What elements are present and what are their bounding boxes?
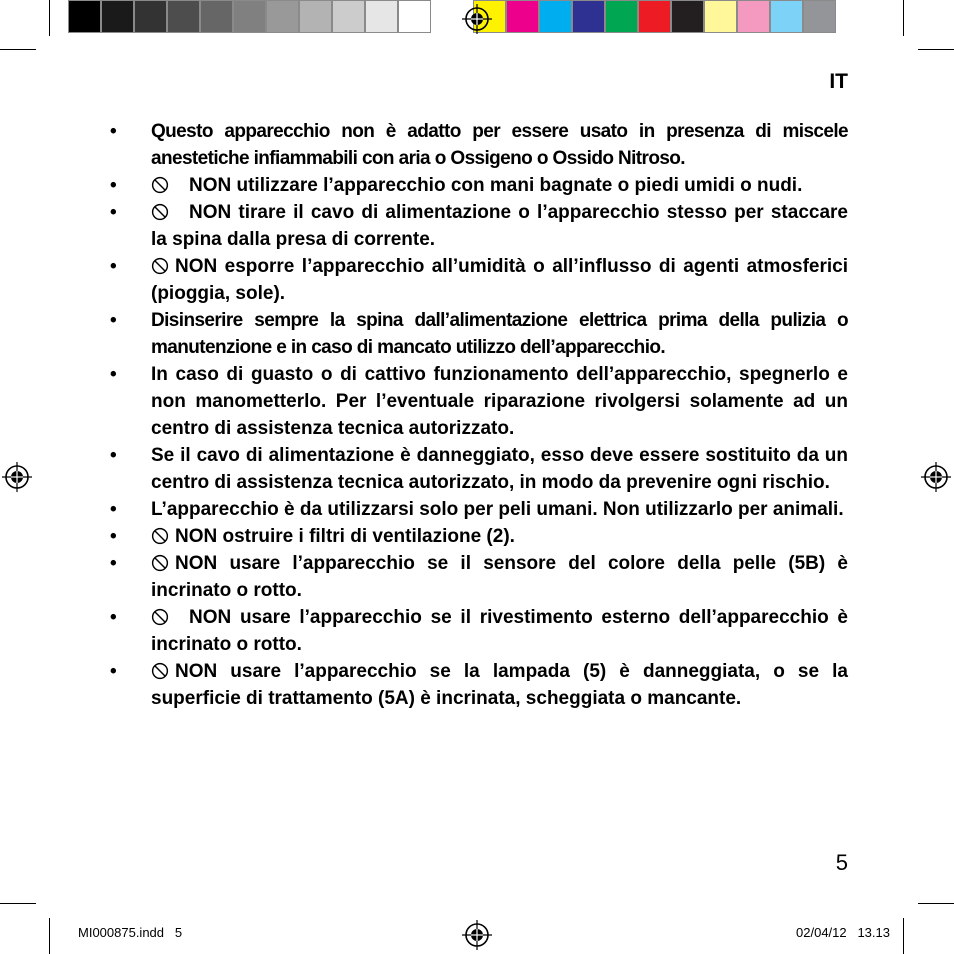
gray-swatch <box>167 0 200 33</box>
gray-swatch <box>299 0 332 33</box>
registration-mark-icon <box>2 462 32 492</box>
gray-swatch <box>266 0 299 33</box>
crop-mark <box>49 0 50 36</box>
warning-item <box>104 550 848 604</box>
warning-item <box>104 253 848 307</box>
prohibited-icon <box>151 176 169 194</box>
crop-mark <box>0 903 36 904</box>
crop-mark <box>49 918 50 954</box>
crop-mark <box>0 49 36 50</box>
warning-text: NON usare l’apparecchio se il rivestimento esterno dell’apparecchio è incrinato o rotto. <box>151 607 848 655</box>
prohibited-icon <box>151 527 169 545</box>
warning-text: NON esporre l’apparecchio all’umidità o all’influsso di agenti atmosferici (pioggia, sole). <box>151 256 848 304</box>
color-calibration-bar <box>68 0 836 36</box>
gray-swatch <box>134 0 167 33</box>
gray-swatch <box>398 0 431 33</box>
warning-item <box>104 523 848 550</box>
warning-text: In caso di guasto o di cattivo funzionamento dell’apparecchio, spegnerlo e non manometterlo. Per l’eventuale riparazione rivolgersi solamente ad un centro di assistenza tecnica autorizzato. <box>151 364 848 439</box>
slug-date-time: 02/04/12 13.13 <box>796 925 890 940</box>
gray-swatch <box>200 0 233 33</box>
bullet-marker: • <box>110 553 117 574</box>
color-swatch <box>638 0 671 33</box>
color-swatches <box>473 0 836 36</box>
registration-mark-icon <box>921 462 951 492</box>
gray-swatch <box>101 0 134 33</box>
gray-swatch <box>365 0 398 33</box>
bullet-marker: • <box>110 364 117 385</box>
color-swatch <box>770 0 803 33</box>
warning-text: NON usare l’apparecchio se la lampada (5) è danneggiata, o se la superficie di trattamento (5A) è incrinata, scheggiata o mancante. <box>151 661 848 709</box>
color-swatch <box>572 0 605 33</box>
color-swatch <box>605 0 638 33</box>
warning-text: Questo apparecchio non è adatto per essere usato in presenza di miscele anestetiche infiammabili con aria o Ossigeno o Ossido Nitroso. <box>151 121 848 169</box>
registration-mark-icon <box>462 920 492 950</box>
page-number: 5 <box>835 850 848 875</box>
prohibited-icon <box>151 257 169 275</box>
warning-item <box>104 658 848 712</box>
warning-item <box>104 361 848 442</box>
bullet-marker: • <box>110 121 117 142</box>
warning-item <box>104 604 848 658</box>
warning-item <box>104 496 848 523</box>
crop-mark <box>918 903 954 904</box>
warning-item <box>104 172 848 199</box>
bullet-marker: • <box>110 499 117 520</box>
color-swatch <box>803 0 836 33</box>
gray-swatch <box>332 0 365 33</box>
bullet-marker: • <box>110 310 117 331</box>
prohibited-icon <box>151 203 169 221</box>
color-swatch <box>506 0 539 33</box>
warning-item <box>104 199 848 253</box>
grayscale-swatches <box>68 0 431 36</box>
prohibited-icon <box>151 608 169 626</box>
warning-text: NON tirare il cavo di alimentazione o l’apparecchio stesso per staccare la spina dalla presa di corrente. <box>151 202 848 250</box>
warning-text: NON ostruire i filtri di ventilazione (2). <box>175 526 515 547</box>
color-swatch <box>704 0 737 33</box>
warning-text: Disinserire sempre la spina dall’alimentazione elettrica prima della pulizia o manutenzione e in caso di mancato utilizzo dell’apparecchio. <box>151 310 848 358</box>
prohibited-icon <box>151 662 169 680</box>
bullet-marker: • <box>110 445 117 466</box>
safety-warnings-list <box>104 118 848 712</box>
registration-mark-icon <box>462 4 492 34</box>
warning-text: NON utilizzare l’apparecchio con mani bagnate o piedi umidi o nudi. <box>189 175 803 196</box>
bullet-marker: • <box>110 526 117 547</box>
warning-item <box>104 118 848 172</box>
prohibited-icon <box>151 554 169 572</box>
warning-text: NON usare l’apparecchio se il sensore del colore della pelle (5B) è incrinato o rotto. <box>151 553 848 601</box>
bullet-marker: • <box>110 661 117 682</box>
bullet-marker: • <box>110 175 117 196</box>
warning-item <box>104 442 848 496</box>
crop-mark <box>918 49 954 50</box>
warning-item <box>104 307 848 361</box>
language-label: IT <box>829 70 848 93</box>
bullet-marker: • <box>110 202 117 223</box>
gray-swatch <box>68 0 101 33</box>
bullet-marker: • <box>110 607 117 628</box>
crop-mark <box>903 918 904 954</box>
slug-file-name: MI000875.indd 5 <box>78 925 183 940</box>
bullet-marker: • <box>110 256 117 277</box>
color-swatch <box>671 0 704 33</box>
gray-swatch <box>233 0 266 33</box>
warning-text: L’apparecchio è da utilizzarsi solo per peli umani. Non utilizzarlo per animali. <box>151 499 844 520</box>
warning-text: Se il cavo di alimentazione è danneggiato, esso deve essere sostituito da un centro di assistenza tecnica autorizzato, in modo da prevenire ogni rischio. <box>151 445 848 493</box>
crop-mark <box>903 0 904 36</box>
color-swatch <box>539 0 572 33</box>
color-swatch <box>737 0 770 33</box>
